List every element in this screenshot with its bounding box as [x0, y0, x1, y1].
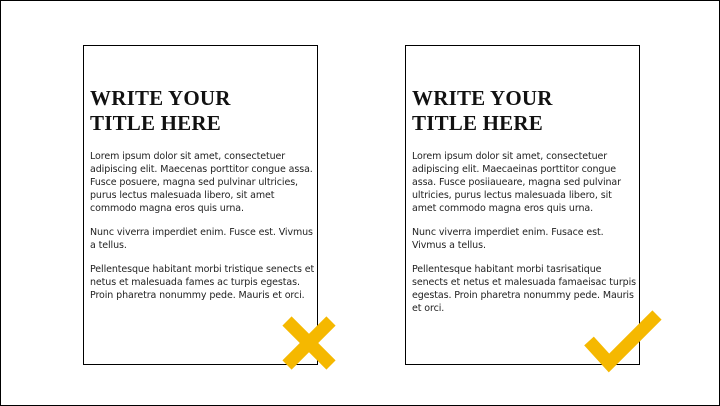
card-body — [412, 150, 638, 326]
card-paragraph: Pellentesque habitant morbi tasrisatique senects et netus et malesuada famaeisac turpis egestas. Proin pharetra nonummy pede. Mauris et orci. — [412, 264, 636, 314]
card-title: WRITE YOUR TITLE HERE — [412, 86, 553, 135]
card-title: WRITE YOUR TITLE HERE — [90, 86, 231, 135]
card-paragraph: Lorem ipsum dolor sit amet, consectetuer adipiscing elit. Maecaeinas porttitor congue assa. Fusce posiiaueare, magna sed pulvinar ultricies, purus lectus malesuada libero, sit amet commodo magna eros quis urna. — [412, 151, 621, 214]
card-paragraph: Nunc viverra imperdiet enim. Fusce est. Vivmus a tellus. — [90, 227, 313, 251]
card-paragraph: Nunc viverra imperdiet enim. Fusace est. Vivmus a tellus. — [412, 227, 604, 251]
card-paragraph: Lorem ipsum dolor sit amet, consectetuer adipiscing elit. Maecenas porttitor congue assa. Fusce posuere, magna sed pulvinar ultricies, purus lectus malesuada libero, sit amet commodo magna eros quis urna. — [90, 151, 313, 214]
cross-icon — [277, 311, 341, 375]
checkmark-icon — [581, 307, 665, 373]
card-paragraph: Pellentesque habitant morbi tristique senects et netus et malesuada fames ac turpis egestas. Proin pharetra nonummy pede. Mauris et orci. — [90, 264, 315, 301]
card-body — [90, 150, 316, 313]
